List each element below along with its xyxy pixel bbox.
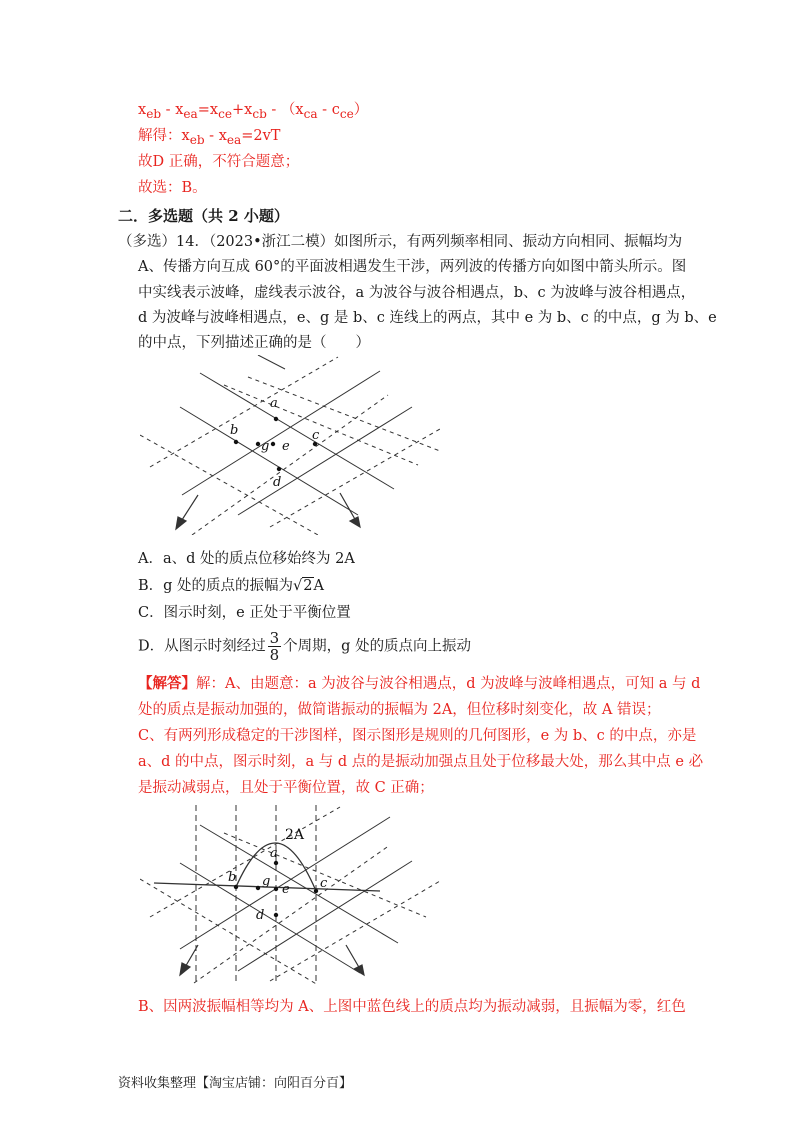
answer-line-3: C、有两列形成稳定的干涉图样，图示图形是规则的几何图形，e 为 b、c 的中点，亦是 (138, 728, 697, 744)
point-a (274, 417, 278, 421)
svg-text:b: b (228, 870, 237, 885)
solution-line-4: 故选：B。 (138, 180, 207, 196)
amplitude-label: 2A (285, 827, 305, 843)
question-line-5: 的中点，下列描述正确的是（ ） (138, 335, 370, 351)
interference-figure-2 (140, 803, 440, 985)
solution-line-3: 故D 正确，不符合题意； (138, 154, 300, 170)
interference-figure-1 (140, 355, 440, 535)
answer-line-1: 【解答】解：A、由题意：a 为波谷与波谷相遇点，d 为波峰与波峰相遇点，可知 a 与 d (138, 675, 701, 692)
svg-text:e: e (282, 882, 290, 897)
svg-text:g: g (262, 874, 271, 889)
solution-equation-2: 解得：$x_{eb} - x_{ea}=2vT$ (138, 128, 281, 147)
question-line-1: （多选）14．（2023•浙江二模）如图所示，有两列频率相同、振动方向相同、振幅均为 (118, 234, 683, 250)
question-line-2: A、传播方向互成 60°的平面波相遇发生干涉，两列波的传播方向如图中箭头所示。图 (138, 259, 687, 275)
label-e: e (282, 439, 290, 454)
question-line-3: 中实线表示波峰，虚线表示波谷，a 为波谷与波谷相遇点，b、c 为波峰与波谷相遇点， (138, 285, 696, 301)
label-d: d (273, 475, 282, 490)
wave-direction-arrow-right (340, 493, 356, 521)
point-b (234, 440, 238, 444)
svg-text:c: c (320, 876, 328, 891)
page-footer: 资料收集整理【淘宝店铺：向阳百分百】 (118, 1076, 353, 1091)
question-line-4: d 为波峰与波峰相遇点，e、g 是 b、c 连线上的两点，其中 e 为 b、c 的中点，g 为 b、e (138, 310, 717, 326)
svg-text:a: a (270, 846, 278, 861)
svg-text:d: d (256, 908, 265, 923)
choice-d: D．从图示时刻经过 $\frac{3}{8}$ 个周期，g 处的质点向上振动 (138, 629, 472, 664)
choice-b: B．g 处的质点的振幅为√2A (138, 578, 325, 594)
point-g (256, 442, 260, 446)
solution-equation-1: $x_{eb} - x_{ea}=x_{ce}+x_{cb} - (x_{ca} - c_{ce})$ (138, 102, 369, 121)
answer-line-4: a、d 的中点，图示时刻，a 与 d 点的是振动加强点且处于位移最大处，那么其中点 e 必 (138, 754, 704, 770)
answer-line-5: 是振动减弱点，且处于平衡位置，故 C 正确； (138, 780, 434, 796)
answer-line-2: 处的质点是振动加强的，做简谐振动的振幅为 2A，但位移时刻变化，故 A 错误； (138, 702, 661, 718)
answer-line-6: B、因两波振幅相等均为 A、上图中蓝色线上的质点均为振动减弱，且振幅为零，红色 (138, 999, 686, 1015)
label-a: a (270, 396, 278, 411)
choice-c: C．图示时刻，e 正处于平衡位置 (138, 605, 351, 621)
section-heading: 二．多选题（共 2 小题） (118, 207, 289, 225)
label-g: g (261, 439, 270, 454)
choice-a: A．a、d 处的质点位移始终为 2A (138, 551, 355, 567)
point-d (277, 467, 281, 471)
label-c: c (312, 428, 320, 443)
point-e (271, 442, 275, 446)
label-b: b (230, 423, 239, 438)
